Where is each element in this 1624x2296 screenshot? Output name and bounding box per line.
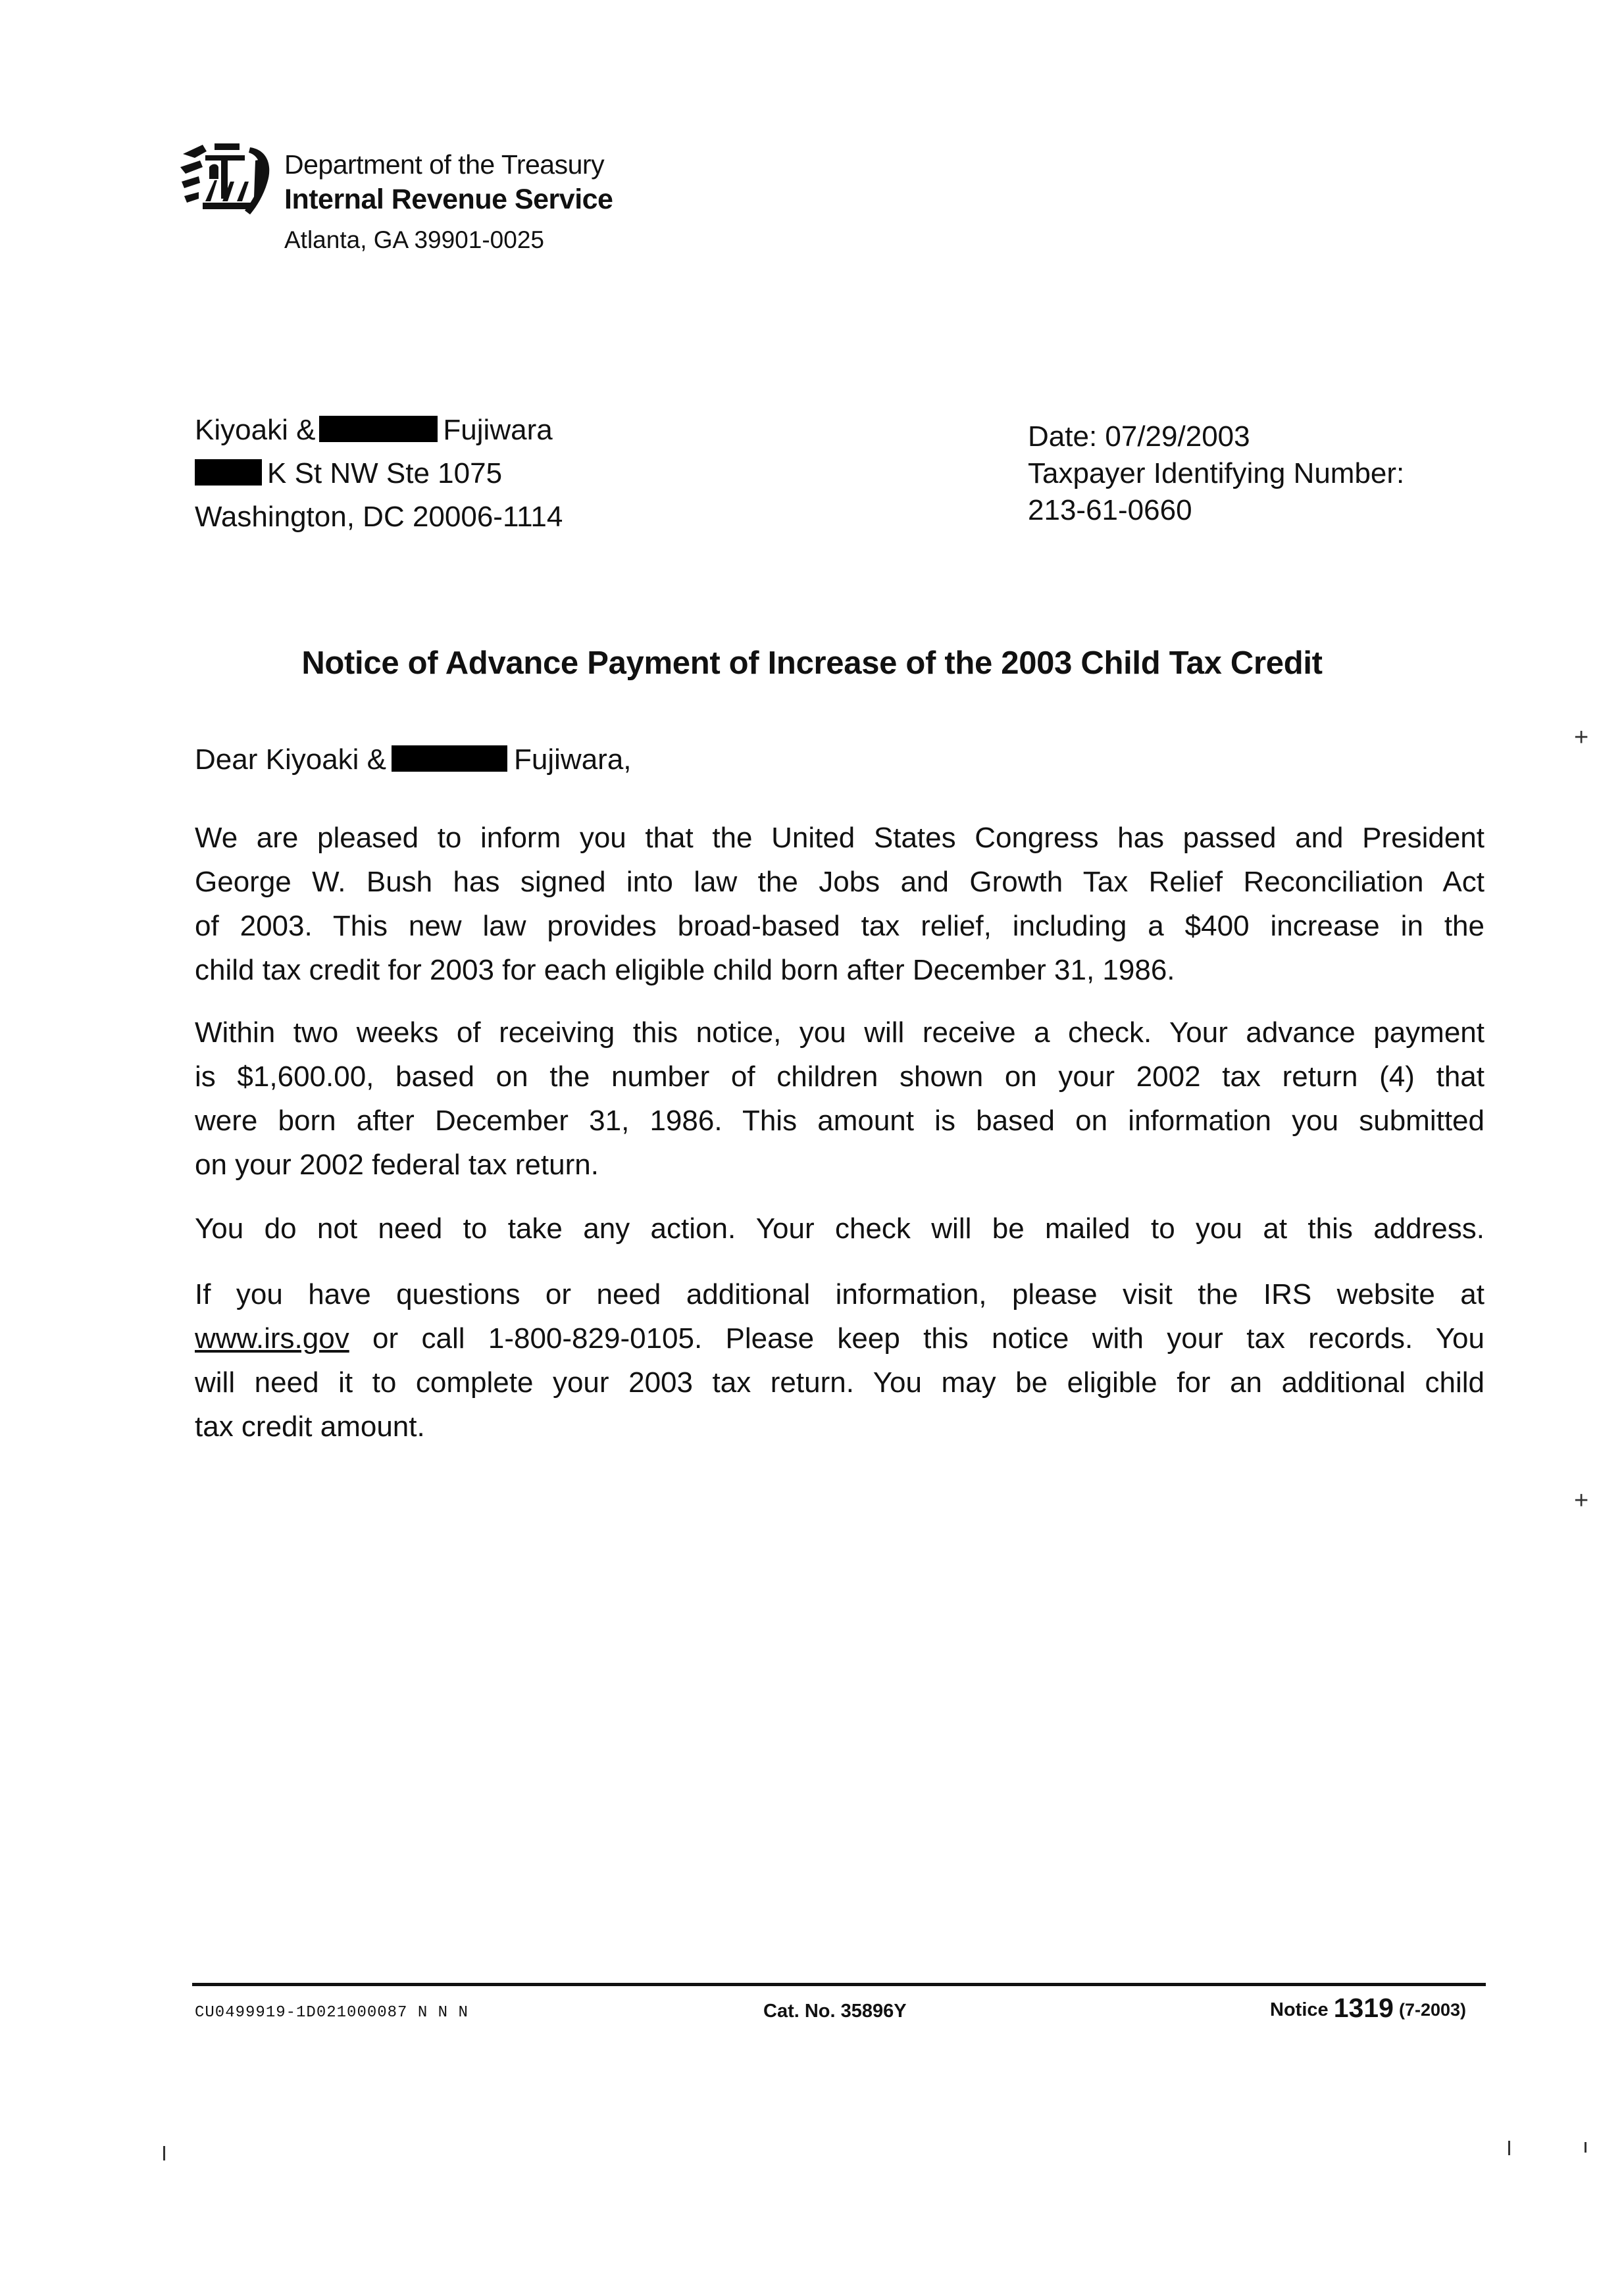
footer-divider <box>192 1983 1486 1986</box>
salutation <box>195 745 632 774</box>
registration-mark: + <box>1574 724 1589 751</box>
paragraph-line: of 2003. This new law provides broad-based tax relief, including a $400 increase in the <box>195 910 1484 942</box>
recipient-street: K St NW Ste 1075 <box>267 457 503 489</box>
paragraph-line: If you have questions or need additional information, please visit the IRS website at <box>195 1278 1484 1310</box>
scan-tick-mark <box>163 2146 165 2160</box>
irs-website-link[interactable]: www.irs.gov <box>195 1322 349 1355</box>
tin-label: Taxpayer Identifying Number: <box>1028 457 1405 489</box>
agency-location: Atlanta, GA 39901-0025 <box>284 226 544 253</box>
paragraph-line: You do not need to take any action. Your check will be mailed to you at this address. <box>195 1212 1484 1245</box>
paragraph-line <box>195 1316 1484 1360</box>
paragraph-line: on your 2002 federal tax return. <box>195 1149 599 1181</box>
salutation-suffix: Fujiwara, <box>514 743 632 776</box>
paragraph-text: or call 1-800-829-0105. Please keep this notice with your tax records. You <box>349 1322 1484 1355</box>
redaction-bar <box>195 459 262 486</box>
paragraph-1 <box>195 816 1484 992</box>
paragraph-line: will need it to complete your 2003 tax return. You may be eligible for an additional child <box>195 1366 1484 1399</box>
paragraph-line: Within two weeks of receiving this notice, you will receive a check. Your advance payment <box>195 1016 1484 1049</box>
irs-eagle-logo-icon <box>176 141 275 220</box>
paragraph-line: George W. Bush has signed into law the Jobs and Growth Tax Relief Reconciliation Act <box>195 866 1484 898</box>
recipient-name-line <box>195 416 553 445</box>
footer-tracking-code: CU0499919-1D021000087 N N N <box>195 2004 469 2022</box>
paragraph-3 <box>195 1207 1484 1251</box>
agency-name: Internal Revenue Service <box>284 184 613 215</box>
notice-date: Date: 07/29/2003 <box>1028 420 1250 453</box>
salutation-prefix: Dear Kiyoaki & <box>195 743 387 776</box>
notice-number: 1319 <box>1333 1993 1394 2023</box>
registration-mark: + <box>1574 1487 1589 1514</box>
scan-tick-mark <box>1585 2142 1586 2153</box>
redaction-bar <box>319 416 438 442</box>
scan-tick-mark <box>1508 2141 1510 2155</box>
notice-revision: (7-2003) <box>1398 2000 1467 2020</box>
recipient-street-line <box>195 459 502 488</box>
paragraph-line: were born after December 31, 1986. This amount is based on information you submitted <box>195 1105 1484 1137</box>
notice-title: Notice of Advance Payment of Increase of the 2003 Child Tax Credit <box>301 645 1323 681</box>
paragraph-4 <box>195 1272 1484 1449</box>
tin-value: 213-61-0660 <box>1028 494 1192 526</box>
paragraph-line: is $1,600.00, based on the number of children shown on your 2002 tax return (4) that <box>195 1061 1484 1093</box>
footer-catalog-number: Cat. No. 35896Y <box>763 2001 907 2022</box>
recipient-first-name: Kiyoaki & <box>195 414 316 446</box>
paragraph-line: child tax credit for 2003 for each eligible child born after December 31, 1986. <box>195 954 1175 986</box>
paragraph-line: We are pleased to inform you that the United States Congress has passed and President <box>195 822 1484 854</box>
paragraph-line: tax credit amount. <box>195 1410 425 1443</box>
paragraph-2 <box>195 1011 1484 1187</box>
footer-notice-id <box>1270 1995 1466 2022</box>
notice-prefix: Notice <box>1270 1999 1329 2020</box>
redaction-bar <box>392 745 507 772</box>
recipient-last-name: Fujiwara <box>443 414 553 446</box>
department-name: Department of the Treasury <box>284 149 605 180</box>
recipient-city-line: Washington, DC 20006-1114 <box>195 501 563 533</box>
